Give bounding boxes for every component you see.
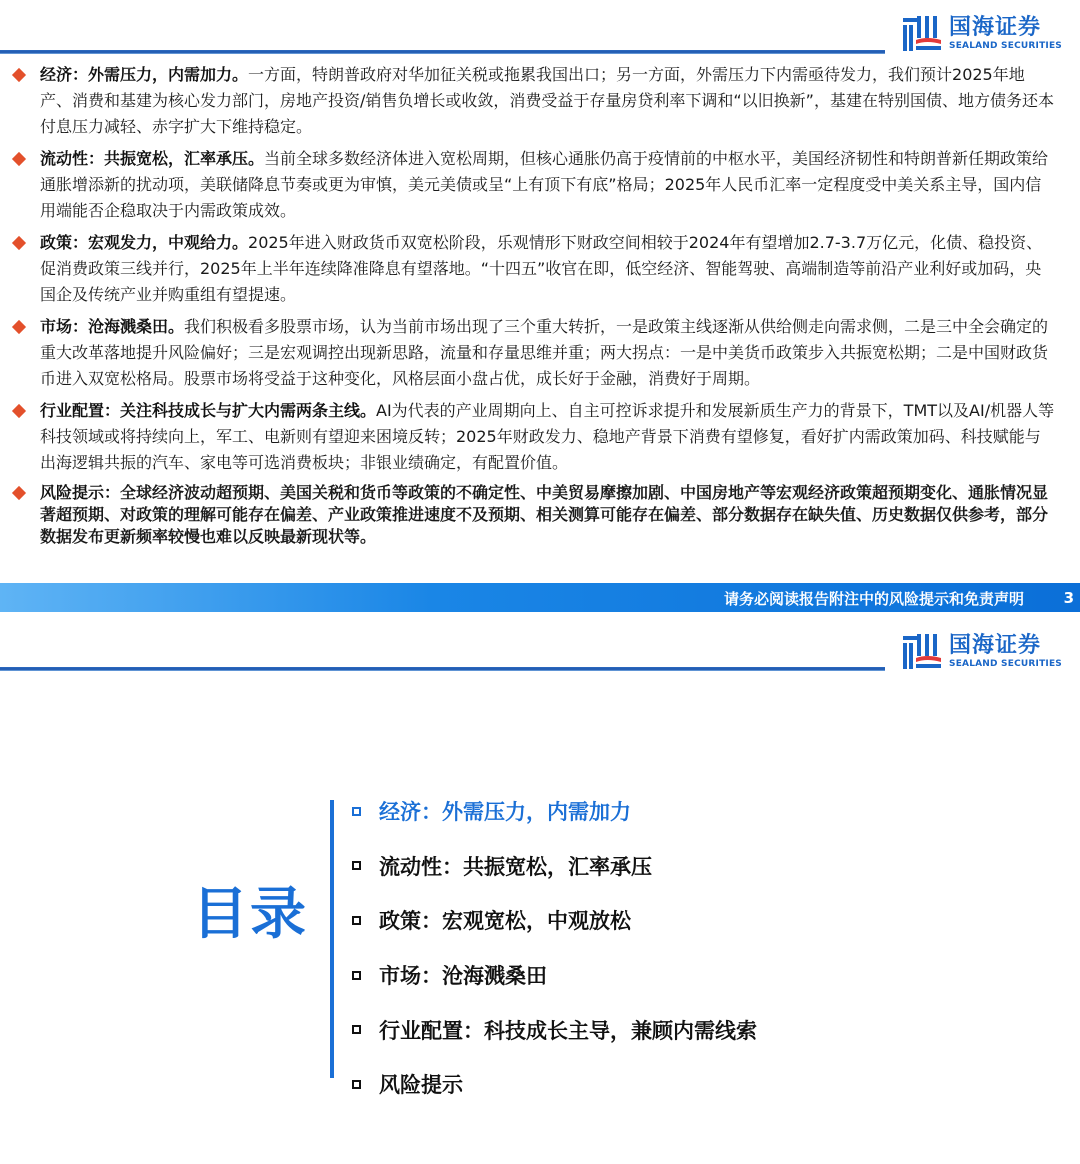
checkbox-square-icon xyxy=(352,861,361,870)
toc-item-label: 市场：沧海溅桑田 xyxy=(379,964,547,989)
toc-item-label: 政策：宏观宽松，中观放松 xyxy=(379,909,631,934)
header-rule xyxy=(0,50,885,54)
toc-list xyxy=(352,784,757,1112)
bullet-liquidity xyxy=(10,146,1056,224)
sealand-logo xyxy=(903,634,1062,670)
bullet-text: 2025年进入财政货币双宽松阶段，乐观情形下财政空间相较于2024年有望增加2.7-3.7万亿元，化债、稳投资、促消费政策三线并行，2025年上半年连续降准降息有望落地。“十四五”收官在即，低空经济、智能驾驶、高端制造等前沿产业利好或加码，央国企及传统产业并购重组有望提速。 xyxy=(40,233,1043,304)
bullet-lead: 行业配置：关注科技成长与扩大内需两条主线。 xyxy=(40,401,377,420)
diamond-bullet-icon xyxy=(12,404,26,418)
page-number: 3 xyxy=(1063,589,1074,607)
bullet-lead: 经济：外需压力，内需加力。 xyxy=(40,65,249,84)
checkbox-square-icon xyxy=(352,916,361,925)
header-rule xyxy=(0,667,885,671)
bullet-lead: 流动性：共振宽松，汇率承压。 xyxy=(40,149,265,168)
bullet-lead: 市场：沧海溅桑田。 xyxy=(40,317,185,336)
checkbox-square-icon xyxy=(352,971,361,980)
checkbox-square-icon xyxy=(352,807,361,816)
toc-divider xyxy=(330,800,334,1078)
toc-item-label: 风险提示 xyxy=(379,1073,463,1098)
diamond-bullet-icon xyxy=(12,486,26,500)
sealand-logo-icon xyxy=(903,16,941,52)
bullet-market xyxy=(10,314,1056,392)
bullet-text: 一方面，特朗普政府对华加征关税或拖累我国出口；另一方面，外需压力下内需亟待发力，我们预计2025年地产、消费和基建为核心发力部门，房地产投资/销售负增长或收敛，消费受益于存量房贷利率下调和“以旧换新”，基建在特别国债、地方债务还本付息压力减轻、赤字扩大下维持稳定。 xyxy=(40,65,1054,136)
diamond-bullet-icon xyxy=(12,68,26,82)
toc-item-economy[interactable] xyxy=(352,784,757,839)
toc-item-liquidity[interactable] xyxy=(352,839,757,894)
toc-item-label: 行业配置：科技成长主导，兼顾内需线索 xyxy=(379,1018,757,1043)
toc-title: 目录 xyxy=(192,882,308,947)
bullet-lead: 风险提示： xyxy=(40,483,121,502)
bullet-text: 我们积极看多股票市场，认为当前市场出现了三个重大转折，一是政策主线逐渐从供给侧走向需求侧，二是三中全会确定的重大改革落地提升风险偏好；三是宏观调控出现新思路，流量和存量思维并重；两大拐点：一是中美货币政策步入共振宽松期；二是中国财政货币进入双宽松格局。股票市场将受益于这种变化，风格层面小盘占优，成长好于金融，消费好于周期。 xyxy=(40,317,1049,388)
bullet-economy xyxy=(10,62,1056,140)
footer-disclaimer: 请务必阅读报告附注中的风险提示和免责声明 xyxy=(723,589,1024,608)
bullet-policy xyxy=(10,230,1056,308)
diamond-bullet-icon xyxy=(12,236,26,250)
sealand-logo xyxy=(903,16,1062,52)
bullet-lead: 政策：宏观发力，中观给力。 xyxy=(40,233,249,252)
toc-item-industry[interactable] xyxy=(352,1002,757,1057)
toc-item-risk[interactable] xyxy=(352,1057,757,1112)
checkbox-square-icon xyxy=(352,1025,361,1034)
toc-item-label: 经济：外需压力，内需加力 xyxy=(379,800,631,825)
footer-bar xyxy=(0,583,1080,613)
bullet-industry xyxy=(10,398,1056,476)
bullet-text: 全球经济波动超预期、美国关税和货币等政策的不确定性、中美贸易摩擦加剧、中国房地产等宏观经济政策超预期变化、通胀情况显著超预期、对政策的理解可能存在偏差、产业政策推进速度不及预期、相关测算可能存在偏差、部分数据存在缺失值、历史数据仅供参考，部分数据发布更新频率较慢也难以反映最新现状等。 xyxy=(40,483,1049,546)
logo-english-name: SEALAND SECURITIES xyxy=(949,659,1062,669)
sealand-logo-icon xyxy=(903,634,941,670)
toc-item-policy[interactable] xyxy=(352,893,757,948)
logo-english-name: SEALAND SECURITIES xyxy=(949,41,1062,51)
summary-bullets xyxy=(10,62,1056,554)
diamond-bullet-icon xyxy=(12,152,26,166)
bullet-text: AI为代表的产业周期向上、自主可控诉求提升和发展新质生产力的背景下，TMT以及AI/机器人等科技领域或将持续向上，军工、电新则有望迎来困境反转；2025年财政发力、稳地产背景下消费有望修复，看好扩内需政策加码、科技赋能与出海逻辑共振的汽车、家电等可选消费板块；非银业绩确定，有配置价值。 xyxy=(40,401,1055,472)
checkbox-square-icon xyxy=(352,1080,361,1089)
report-page-toc xyxy=(0,612,1080,1164)
toc-item-label: 流动性：共振宽松，汇率承压 xyxy=(379,854,652,879)
diamond-bullet-icon xyxy=(12,320,26,334)
toc-item-market[interactable] xyxy=(352,948,757,1003)
bullet-risk xyxy=(10,482,1056,548)
logo-chinese-name: 国海证券 xyxy=(949,15,1042,40)
bullet-text: 当前全球多数经济体进入宽松周期，但核心通胀仍高于疫情前的中枢水平，美国经济韧性和特朗普新任期政策给通胀增添新的扰动项，美联储降息节奏或更为审慎，美元美债或呈“上有顶下有底”格局；2025年人民币汇率一定程度受中美关系主导，国内信用端能否企稳取决于内需政策成效。 xyxy=(40,149,1049,220)
logo-chinese-name: 国海证券 xyxy=(949,633,1042,658)
